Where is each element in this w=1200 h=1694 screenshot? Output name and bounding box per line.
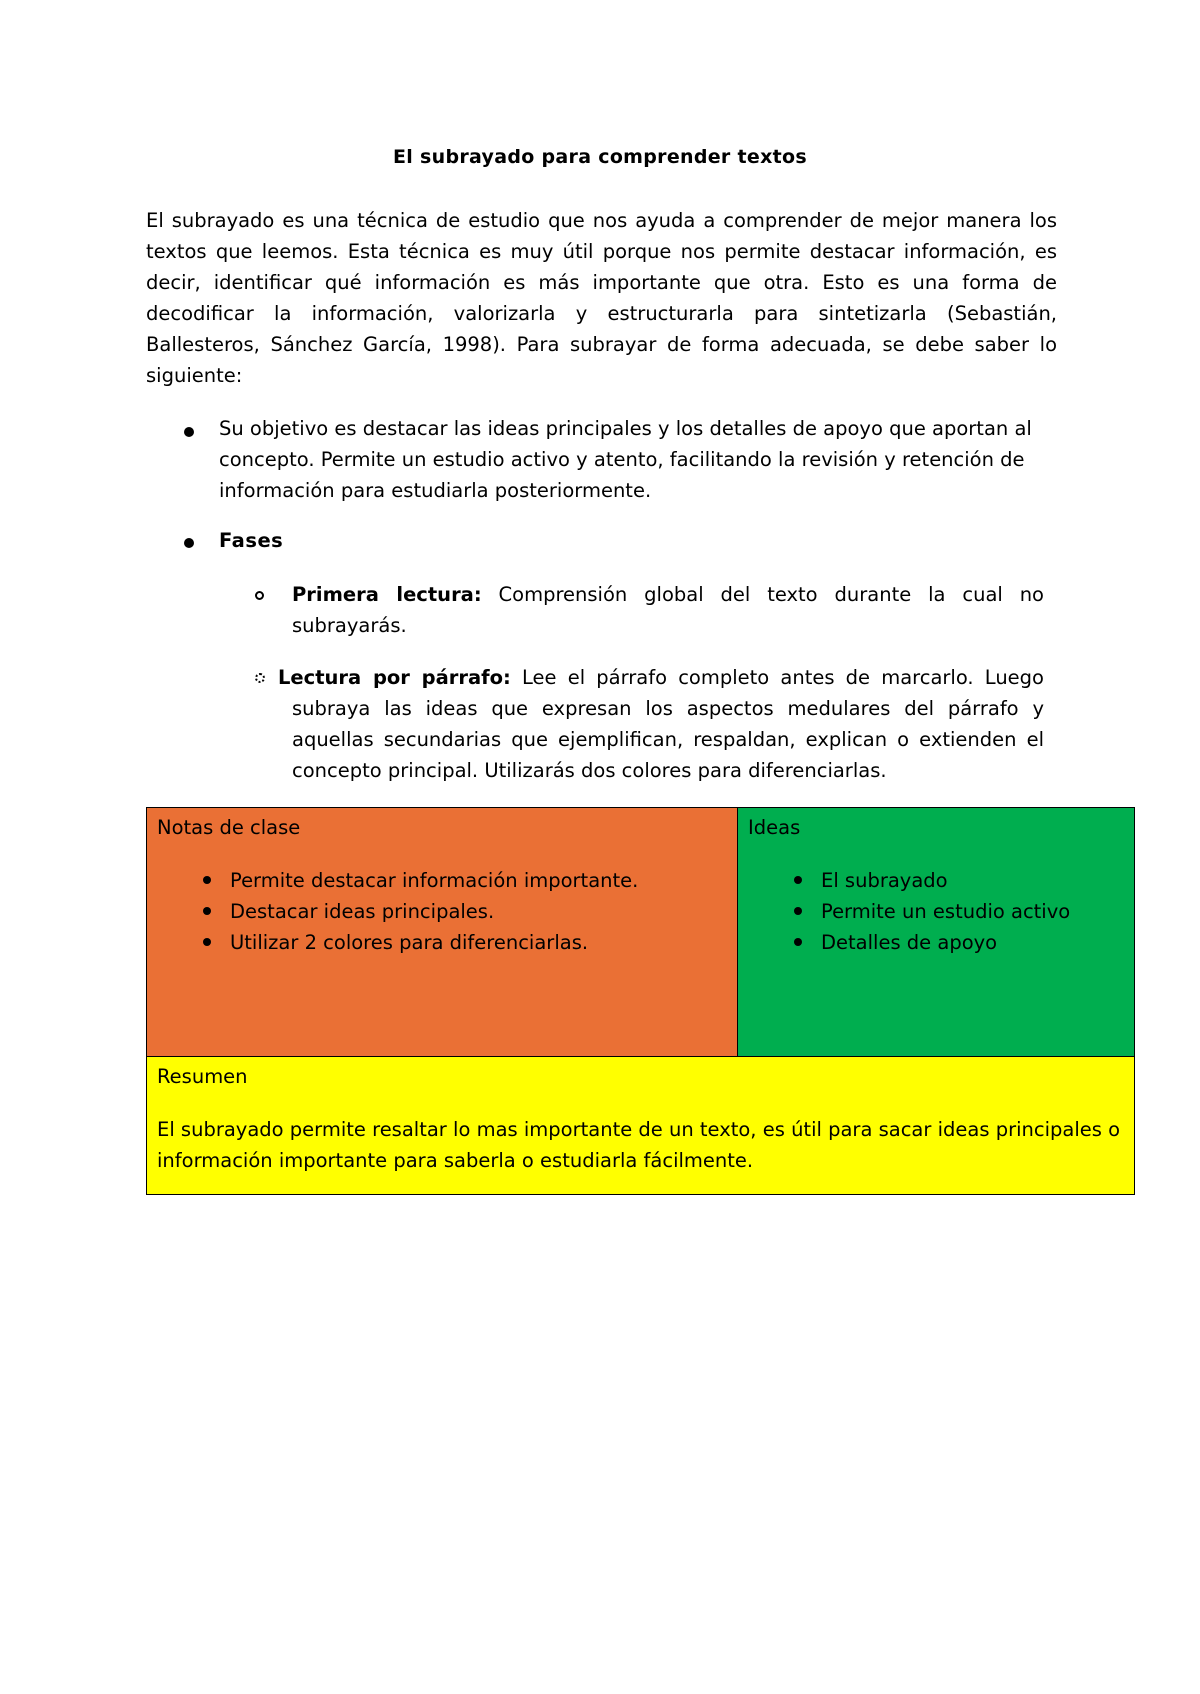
primera-lectura-label: Primera lectura: bbox=[292, 583, 482, 606]
bullet-dot-icon bbox=[203, 907, 211, 915]
list-item: Permite un estudio activo bbox=[748, 896, 1070, 927]
intro-paragraph: El subrayado es una técnica de estudio que nos ayuda a comprender de mejor manera los textos que leemos. Esta técnica es muy útil porque nos permite destacar información, es decir, identificar qué información es más importante que otra. Esto es una forma de decodificar la información, valorizarla y estructurarla para sintetizarla (Sebastián, Ballesteros, Sánchez García, 1998). Para subrayar de forma adecuada, se debe saber lo siguiente: bbox=[146, 209, 1057, 387]
bullet-dot-icon bbox=[184, 538, 194, 548]
bullet-objective: Su objetivo es destacar las ideas principales y los detalles de apoyo que aportan al concepto. Permite un estudio activo y atento, facilitando la revisión y retención de información para estudiarla posteriormente. bbox=[219, 417, 1032, 502]
notas-label: Notas de clase bbox=[157, 816, 301, 839]
bullet-dot-icon bbox=[203, 876, 211, 884]
lectura-parrafo-text: Lee el párrafo completo antes de marcarlo. Luego subraya las ideas que expresan los aspectos medulares del párrafo y aquellas secundarias que ejemplifican, respaldan, explican o extienden el concepto principal. Utilizarás dos colores para diferenciarlas. bbox=[292, 666, 1044, 782]
list-item: El subrayado bbox=[748, 865, 1070, 896]
notas-de-clase-cell bbox=[146, 807, 738, 1057]
list-item: Utilizar 2 colores para diferenciarlas. bbox=[157, 927, 638, 958]
bullet-dot-icon bbox=[794, 938, 802, 946]
primera-lectura-text: Comprensión global del texto durante la cual no subrayarás. bbox=[292, 583, 1044, 637]
resumen-text: El subrayado permite resaltar lo mas importante de un texto, es útil para sacar ideas principales o información importante para saberla o estudiarla fácilmente. bbox=[157, 1118, 1121, 1172]
resumen-label: Resumen bbox=[157, 1065, 248, 1088]
list-item: Destacar ideas principales. bbox=[157, 896, 638, 927]
ideas-label: Ideas bbox=[748, 816, 801, 839]
list-item: Detalles de apoyo bbox=[748, 927, 1070, 958]
list-item: Permite destacar información importante. bbox=[157, 865, 638, 896]
ideas-cell bbox=[737, 807, 1135, 1057]
bullet-dot-icon bbox=[184, 427, 194, 437]
sub-bullet-lectura-parrafo bbox=[278, 662, 1044, 786]
document-title: El subrayado para comprender textos bbox=[393, 146, 807, 168]
sub-bullet-primera-lectura bbox=[292, 579, 1044, 641]
resumen-cell bbox=[146, 1056, 1135, 1195]
bullet-dot-icon bbox=[203, 938, 211, 946]
lectura-parrafo-label: Lectura por párrafo: bbox=[278, 666, 511, 689]
sub-bullet-ring-icon bbox=[255, 591, 264, 600]
bullet-fases: Fases bbox=[219, 529, 284, 552]
notas-list bbox=[157, 865, 638, 958]
bullet-dot-icon bbox=[794, 876, 802, 884]
ideas-list bbox=[748, 865, 1070, 958]
bullet-dot-icon bbox=[794, 907, 802, 915]
sub-bullet-dotted-ring-icon bbox=[255, 673, 265, 683]
